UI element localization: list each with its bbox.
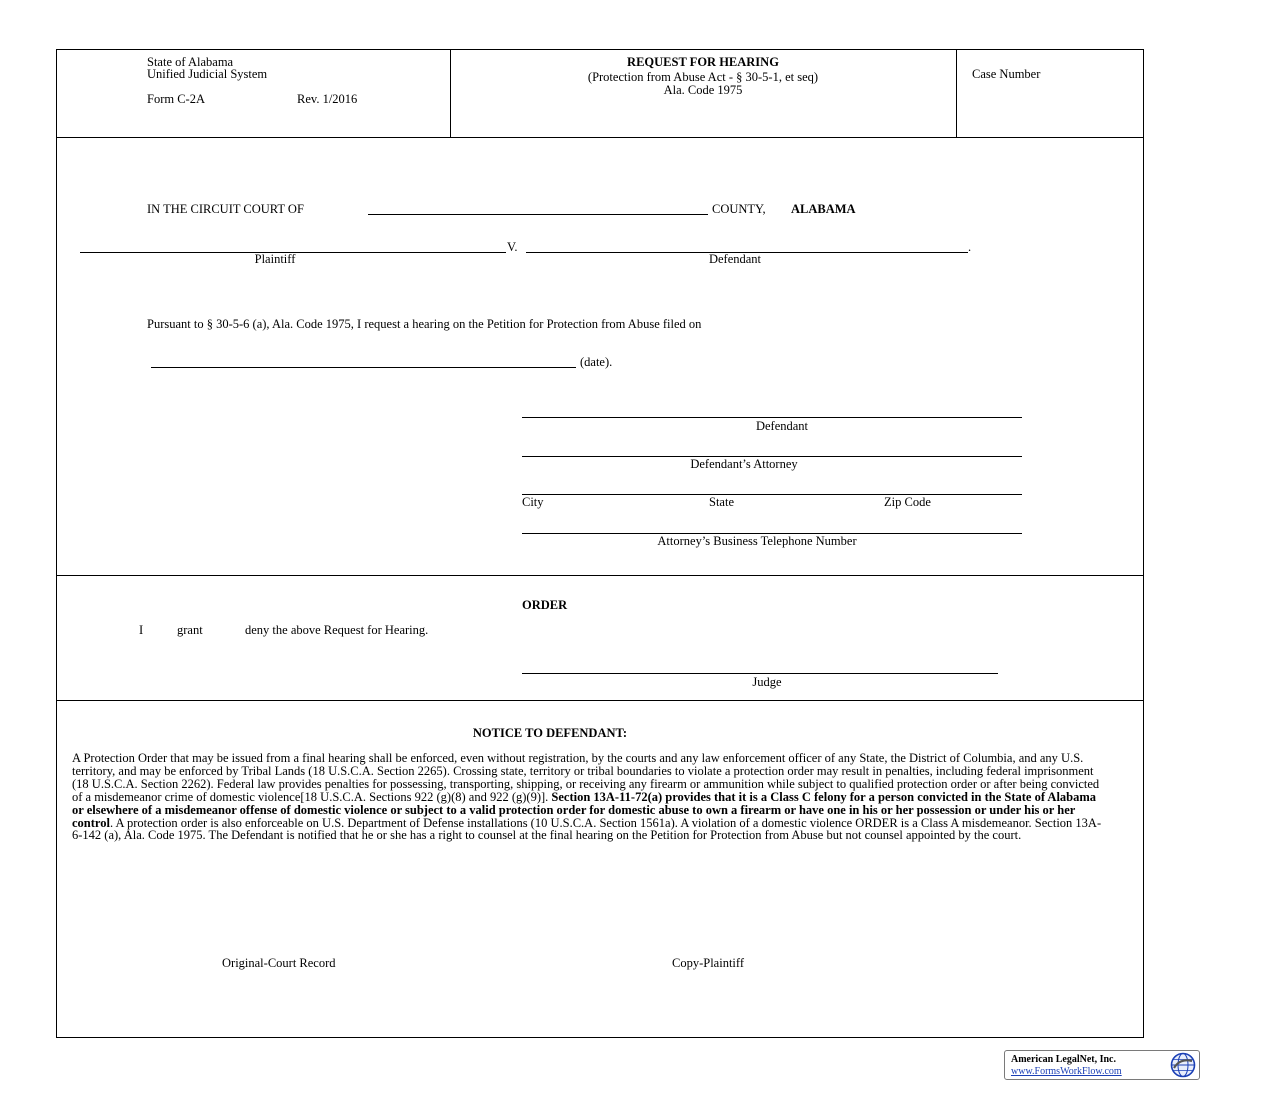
- notice-heading: NOTICE TO DEFENDANT:: [472, 726, 628, 740]
- notice-text-part-2: . A protection order is also enforceable on U.S. Department of Defense installations (10 U.S.C.A. Section 1561a). A violation of a domestic violence ORDER is a Class A misdemeanor. Section 13A-6-142 (a), Ala. Code 1975. The Defendant is notified that he or she has a right to counsel at the final hearing on the Petition for Protection from Abuse but not counsel appointed by the court.: [72, 815, 1102, 843]
- court-prefix: IN THE CIRCUIT COURT OF: [147, 202, 304, 216]
- versus-label: V.: [507, 240, 518, 254]
- distribution-original: Original-Court Record: [222, 956, 336, 970]
- order-heading: ORDER: [522, 598, 568, 612]
- form-subtitle: (Protection from Abuse Act - § 30-5-1, et seq): [587, 70, 819, 84]
- city-label: City: [522, 495, 544, 509]
- code-reference: Ala. Code 1975: [663, 83, 743, 97]
- judge-label: Judge: [752, 675, 782, 689]
- plaintiff-label: Plaintiff: [254, 252, 296, 266]
- header-bottom-rule: [57, 137, 1143, 138]
- defendant-signature-line[interactable]: [522, 417, 1022, 418]
- order-i-label: I: [139, 623, 144, 637]
- order-deny-option[interactable]: deny the above Request for Hearing.: [245, 623, 429, 637]
- order-grant-option[interactable]: grant: [177, 623, 203, 637]
- attorney-phone-label: Attorney’s Business Telephone Number: [657, 534, 857, 548]
- judge-signature-line[interactable]: [522, 673, 998, 674]
- distribution-copy: Copy-Plaintiff: [672, 956, 744, 970]
- county-blank[interactable]: [368, 214, 708, 215]
- defendant-caption-label: Defendant: [708, 252, 762, 266]
- publisher-badge[interactable]: [1004, 1050, 1200, 1080]
- notice-text: [72, 752, 1102, 842]
- filing-date-blank[interactable]: [151, 367, 576, 368]
- publisher-url-link[interactable]: www.FormsWorkFlow.com: [1011, 1066, 1122, 1077]
- state-label: State: [709, 495, 734, 509]
- county-label: COUNTY,: [712, 202, 766, 216]
- request-text: Pursuant to § 30-5-6 (a), Ala. Code 1975, I request a hearing on the Petition for Protection from Abuse filed on: [147, 317, 702, 331]
- address-line[interactable]: [522, 494, 1022, 495]
- header-divider-right: [956, 50, 957, 138]
- court-state: ALABAMA: [791, 202, 856, 216]
- parties-period: .: [968, 240, 972, 254]
- order-top-rule: [57, 575, 1143, 576]
- zip-code-label: Zip Code: [884, 495, 931, 509]
- agency-line-1: State of Alabama: [147, 55, 234, 69]
- case-number-label: Case Number: [972, 67, 1041, 81]
- notice-text-part-1: A Protection Order that may be issued from a final hearing shall be enforced, even without registration, by the courts and any law enforcement officer of any State, the District of Columbia, and any U.S. territory, and may be enforced by Tribal Lands (18 U.S.C.A. Section 2265). Crossing state, territory or tribal boundaries to violate a protection order may result in penalties, including federal imprisonment (18 U.S.C.A. Section 2262). Federal law provides penalties for possessing, transporting, shipping, or receiving any firearm or ammunition while subject to qualified protection order or after being convicted of a misdemeanor crime of domestic violence[18 U.S.C.A. Sections 922 (g)(8) and 922 (g)(9)].: [72, 751, 1100, 804]
- globe-icon: [1170, 1052, 1196, 1078]
- notice-top-rule: [57, 700, 1143, 701]
- attorney-signature-label: Defendant’s Attorney: [690, 457, 798, 471]
- form-number: Form C-2A: [147, 92, 205, 106]
- agency-line-2: Unified Judicial System: [147, 67, 268, 81]
- defendant-signature-label: Defendant: [755, 419, 809, 433]
- form-revision: Rev. 1/2016: [297, 92, 358, 106]
- date-suffix: (date).: [580, 355, 613, 369]
- notice-text-firearm-clause: Section 13A-11-72(a) provides that it is a Class C felony for a person convicted in the State of Alabama or elsewhere of a misdemeanor offense of domestic violence or subject to a valid protection order for domestic abuse to own a firearm or have one in his or her possession or under his or her control: [72, 789, 1097, 830]
- form-title: REQUEST FOR HEARING: [627, 55, 779, 69]
- publisher-name: American LegalNet, Inc.: [1011, 1054, 1116, 1065]
